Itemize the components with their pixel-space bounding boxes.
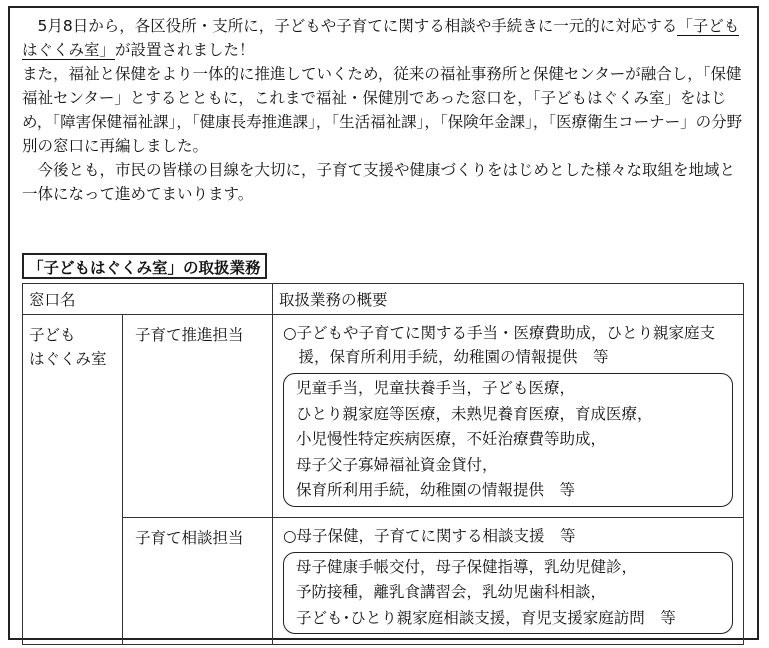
- summary-cell-promotion: [273, 315, 744, 518]
- window-name-cell: [23, 315, 123, 645]
- detail-bracket: [283, 373, 733, 507]
- intro-paragraph-2: また，福祉と保健をより一体的に推進していくため，従来の福祉事務所と保健センターが融合し，「保健福祉センター」とするとともに，これまで福祉・保健別であった窓口を，「子どもはぐくみ室」をはじめ，「障害保健福祉課」，「健康長寿推進課」，「生活福祉課」，「保険年金課」，「医療衛生コーナー」の分野別の窓口に再編しました。: [22, 65, 743, 155]
- window-name-line-1: 子ども: [29, 326, 76, 344]
- intro-text: [22, 14, 750, 206]
- table-row: [23, 315, 744, 518]
- table-header-row: [23, 284, 744, 315]
- intro-paragraph-3: 今後とも，市民の皆様の目線を大切に，子育て支援や健康づくりをはじめとした様々な取組を地域と一体になって進めてまいります。: [22, 161, 736, 203]
- header-summary: 取扱業務の概要: [273, 284, 744, 315]
- services-table: [22, 283, 744, 645]
- staff-cell-consultation: 子育て相談担当: [123, 517, 273, 645]
- window-name-line-2: はぐくみ室: [29, 350, 107, 368]
- table-row: [23, 517, 744, 645]
- detail-line: 小児慢性特定疾病医療，不妊治療費等助成，: [296, 430, 607, 448]
- summary-cell-consultation: [273, 517, 744, 645]
- detail-line: ひとり親家庭等医療，未熟児養育医療，育成医療，: [296, 404, 653, 423]
- intro-line-2-after: が設置されました！: [115, 41, 255, 59]
- detail-line: 予防接種，離乳食講習会，乳幼児歯科相談，: [296, 583, 607, 601]
- detail-line: 子ども･ひとり親家庭相談支援，育児支援家庭訪問 等: [296, 608, 676, 627]
- hagukumi-room-highlight: 「子どもはぐくみ室」: [22, 17, 740, 59]
- section-title: 「子どもはぐくみ室」の取扱業務: [22, 253, 267, 279]
- intro-line-2-before: する: [646, 17, 678, 35]
- summary-text: ○母子保健，子育てに関する相談支援 等: [283, 526, 576, 545]
- detail-line: 保育所利用手続，幼稚園の情報提供 等: [296, 481, 576, 499]
- detail-line: 児童手当，児童扶養手当，子ども医療，: [296, 379, 576, 397]
- detail-line: 母子健康手帳交付，母子保健指導，乳幼児健診，: [296, 557, 638, 576]
- summary-text: ○子どもや子育てに関する手当・医療費助成，ひとり親家庭支援，保育所利用手続，幼稚園の情報提供 等: [283, 324, 716, 366]
- header-window-name: 窓口名: [23, 284, 273, 315]
- intro-paragraph-1: [22, 14, 750, 62]
- detail-line: 母子父子寡婦福祉資金貸付，: [296, 455, 498, 474]
- intro-line-1: 5月8日から，各区役所・支所に，子どもや子育てに関する相談や手続きに一元的に対応: [37, 17, 647, 35]
- detail-bracket: [283, 552, 733, 635]
- staff-cell-promotion: 子育て推進担当: [123, 315, 273, 518]
